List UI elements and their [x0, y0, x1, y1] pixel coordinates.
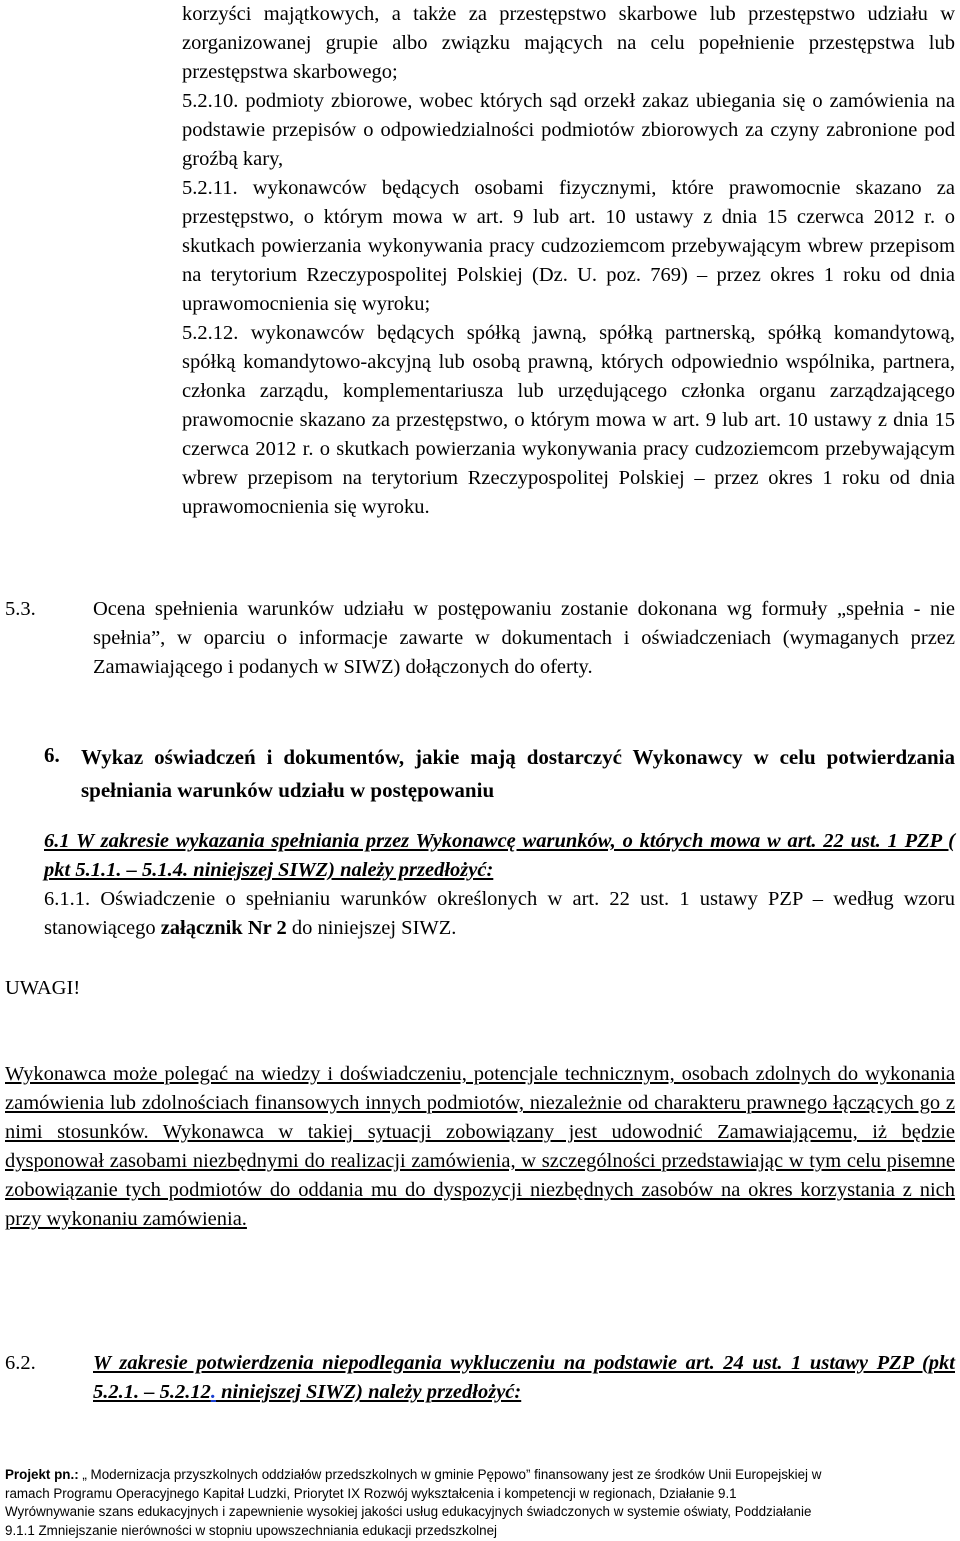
footer-line: Wyrównywanie szans edukacyjnych i zapewnienie wysokiej jakości usług edukacyjnych świadczonych w systemie oświaty, Poddziałanie	[5, 1504, 812, 1519]
section-6-title: Wykaz oświadczeń i dokumentów, jakie mają dostarczyć Wykonawcy w celu potwierdzania spełniania warunków udziału w postępowaniu	[81, 745, 955, 802]
list-item: 5.2.10. podmioty zbiorowe, wobec których sąd orzekł zakaz ubiegania się o zamówienia na podstawie przepisów o odpowiedzialności podmiotów zbiorowych za czyny zabronione pod groźbą kary,	[182, 90, 955, 170]
uwagi-text: Wykonawca może polegać na wiedzy i doświadczeniu, potencjale technicznym, osobach zdolnych do wykonania zamówienia lub zdolnościach finansowych innych podmiotów, niezależnie od charakteru prawnego łączących go z nimi stosunków. Wykonawca w takiej sytuacji zobowiązany jest udowodnić Zamawiającemu, iż będzie dysponował zasobami niezbędnymi do realizacji zamówienia, w szczególności przedstawiając w tym celu pisemne zobowiązanie tych podmiotów do oddania mu do dyspozycji niezbędnych zasobów na okres korzystania z nich przy wykonaniu zamówienia.	[5, 1063, 955, 1230]
section-6-2-heading: W zakresie potwierdzenia niepodlegania wykluczeniu na podstawie art. 24 ust. 1 ustawy PZP (pkt 5.2.1. – 5.2.12. niniejszej SIWZ) należy przedłożyć:	[93, 1352, 955, 1403]
section-5-3-text: Ocena spełnienia warunków udziału w postępowaniu zostanie dokonana wg formuły „spełnia - nie spełnia”, w oparciu o informacje zawarte w dokumentach i oświadczeniach (wymaganych przez Zamawiającego i podanych w SIWZ) dołączonych do oferty.	[93, 598, 955, 678]
footer-label: Projekt pn.:	[5, 1467, 79, 1482]
list-5-2	[182, 0, 955, 522]
section-6-1-1-item: 6.1.1. Oświadczenie o spełnianiu warunków określonych w art. 22 ust. 1 ustawy PZP – według wzoru stanowiącego załącznik Nr 2 do niniejszej SIWZ.	[44, 888, 955, 939]
section-6-2-number: 6.2.	[5, 1352, 36, 1374]
footer-line: 9.1.1 Zmniejszanie nierówności w stopniu upowszechniania edukacji przedszkolnej	[5, 1522, 498, 1538]
list-item: 5.2.12. wykonawców będących spółką jawną, spółką partnerską, spółką komandytową, spółką komandytowo-akcyjną lub osobą prawną, których odpowiednio wspólnika, partnera, członka zarządu, komplementariusza lub urzędującego członka organu zarządzającego prawomocnie skazano za przestępstwo, o którym mowa w art. 9 lub art. 10 ustawy z dnia 15 czerwca 2012 r. o skutkach powierzania wykonywania pracy cudzoziemcom przebywającym wbrew przepisom na terytorium Rzeczypospolitej Polskiej – przez okres 1 roku od dnia uprawomocnienia się wyroku.	[182, 322, 955, 518]
list-item: 5.2.11. wykonawców będących osobami fizycznymi, które prawomocnie skazano za przestępstwo, o którym mowa w art. 9 lub art. 10 ustawy z dnia 15 czerwca 2012 r. o skutkach powierzania wykonywania pracy cudzoziemcom przebywającym wbrew przepisom na terytorium Rzeczypospolitej Polskiej (Dz. U. poz. 769) – przez okres 1 roku od dnia uprawomocnienia się wyroku;	[182, 177, 955, 315]
section-6-1	[44, 827, 955, 943]
list-item: korzyści majątkowych, a także za przestępstwo skarbowe lub przestępstwo udziału w zorganizowanej grupie albo związku mających na celu popełnienie przestępstwa lub przestępstwa skarbowego;	[182, 3, 955, 83]
section-5-3-number: 5.3.	[5, 598, 36, 620]
attachment-ref: załącznik Nr 2	[160, 917, 287, 939]
section-6-number: 6.	[44, 743, 60, 767]
page-footer	[5, 1466, 955, 1540]
uwagi-label: UWAGI!	[5, 977, 81, 999]
footer-line: ramach Programu Operacyjnego Kapitał Ludzki, Priorytet IX Rozwój wykształcenia i kompetencji w regionach, Działanie 9.1	[5, 1485, 737, 1501]
footer-line: „ Modernizacja przyszkolnych oddziałów przedszkolnych w gminie Pępowo” finansowany jest ze środków Unii Europejskiej w	[78, 1467, 822, 1482]
section-6-1-heading: 6.1 W zakresie wykazania spełniania przez Wykonawcę warunków, o których mowa w art. 22 ust. 1 PZP ( pkt 5.1.1. – 5.1.4. niniejszej SIWZ) należy przedłożyć:	[44, 830, 955, 881]
